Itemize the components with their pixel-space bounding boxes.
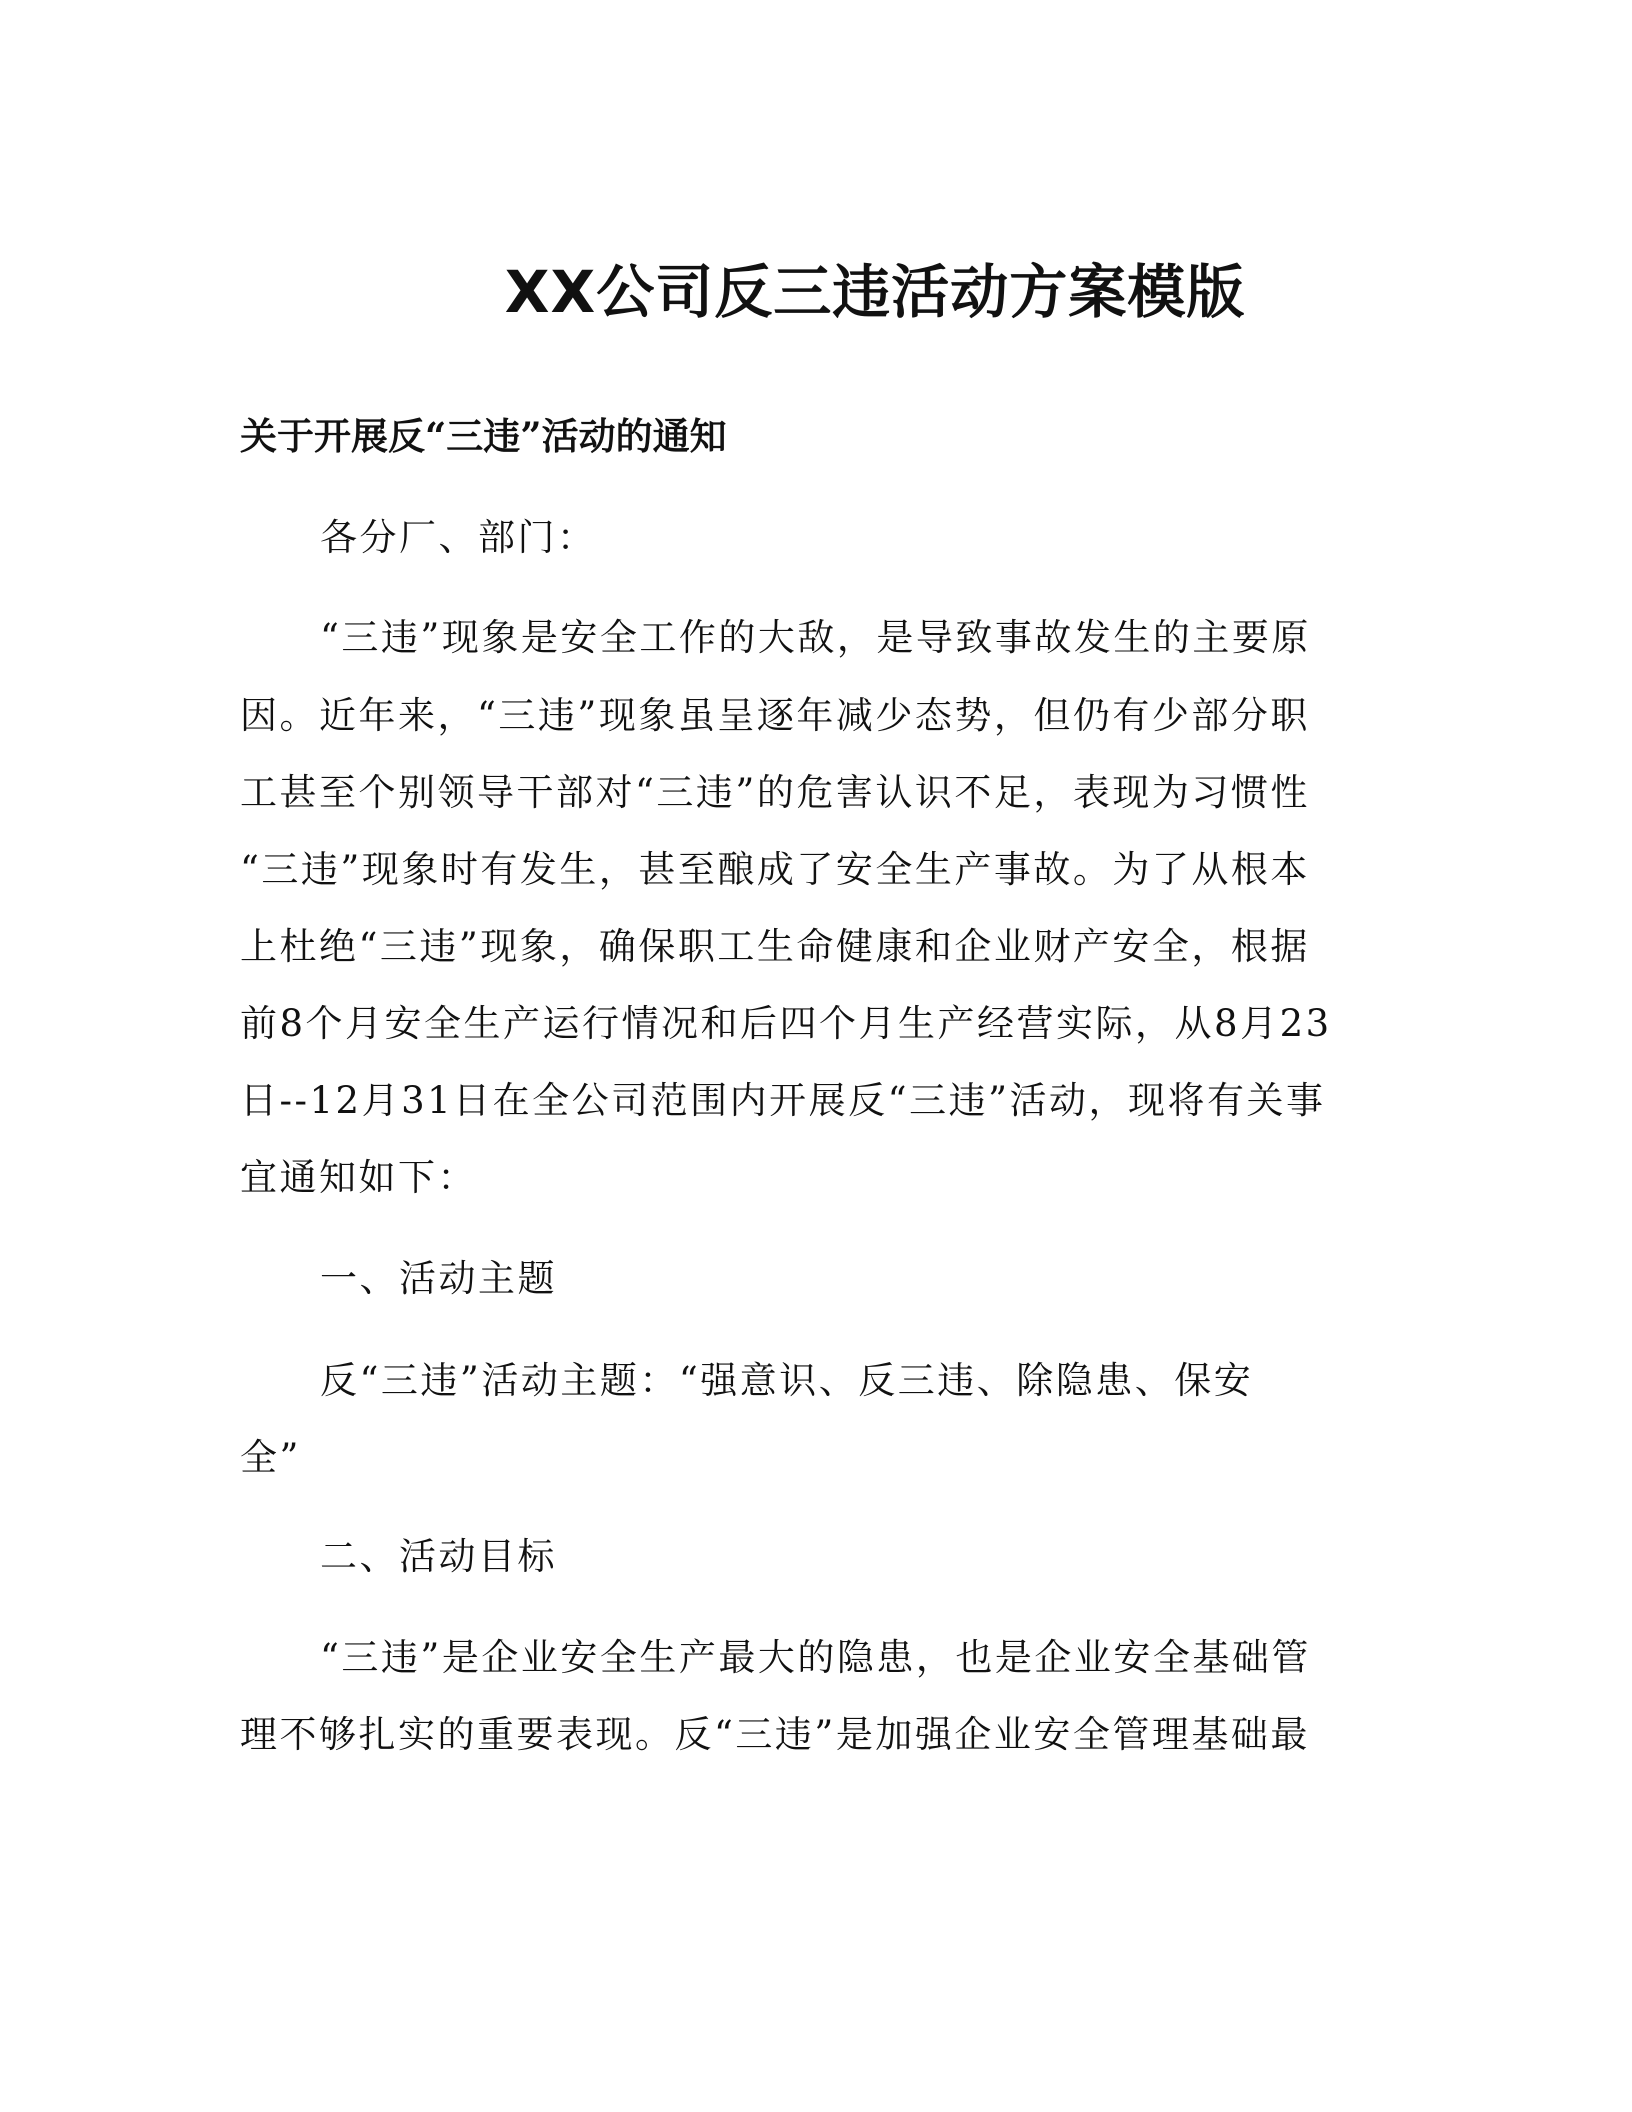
goal-line: “三违”是企业安全生产最大的隐患，也是企业安全基础管: [320, 1636, 1311, 1679]
intro-line: 工甚至个别领导干部对“三违”的危害认识不足，表现为习惯性: [240, 771, 1310, 814]
notice-title: 关于开展反“三违”活动的通知: [240, 414, 727, 458]
goal-line: 理不够扎实的重要表现。反“三违”是加强企业安全管理基础最: [240, 1713, 1310, 1756]
document-title: XX公司反三违活动方案模版: [504, 258, 1246, 326]
intro-line: “三违”现象时有发生，甚至酿成了安全生产事故。为了从根本: [240, 848, 1310, 891]
intro-line: “三违”现象是安全工作的大敌，是导致事故发生的主要原: [320, 616, 1311, 659]
intro-line: 因。近年来，“三违”现象虽呈逐年减少态势，但仍有少部分职: [240, 694, 1310, 737]
section-heading-goal: 二、活动目标: [320, 1535, 557, 1578]
intro-line: 前8个月安全生产运行情况和后四个月生产经营实际，从8月23: [240, 1002, 1332, 1045]
section-heading-theme: 一、活动主题: [320, 1257, 557, 1300]
intro-line: 宜通知如下：: [240, 1156, 477, 1199]
theme-line: 反“三违”活动主题：“强意识、反三违、除隐患、保安: [320, 1359, 1254, 1402]
intro-line: 日--12月31日在全公司范围内开展反“三违”活动，现将有关事: [240, 1079, 1326, 1122]
salutation: 各分厂、部门：: [320, 516, 597, 559]
intro-line: 上杜绝“三违”现象，确保职工生命健康和企业财产安全，根据: [240, 925, 1310, 968]
theme-line: 全”: [240, 1436, 301, 1479]
